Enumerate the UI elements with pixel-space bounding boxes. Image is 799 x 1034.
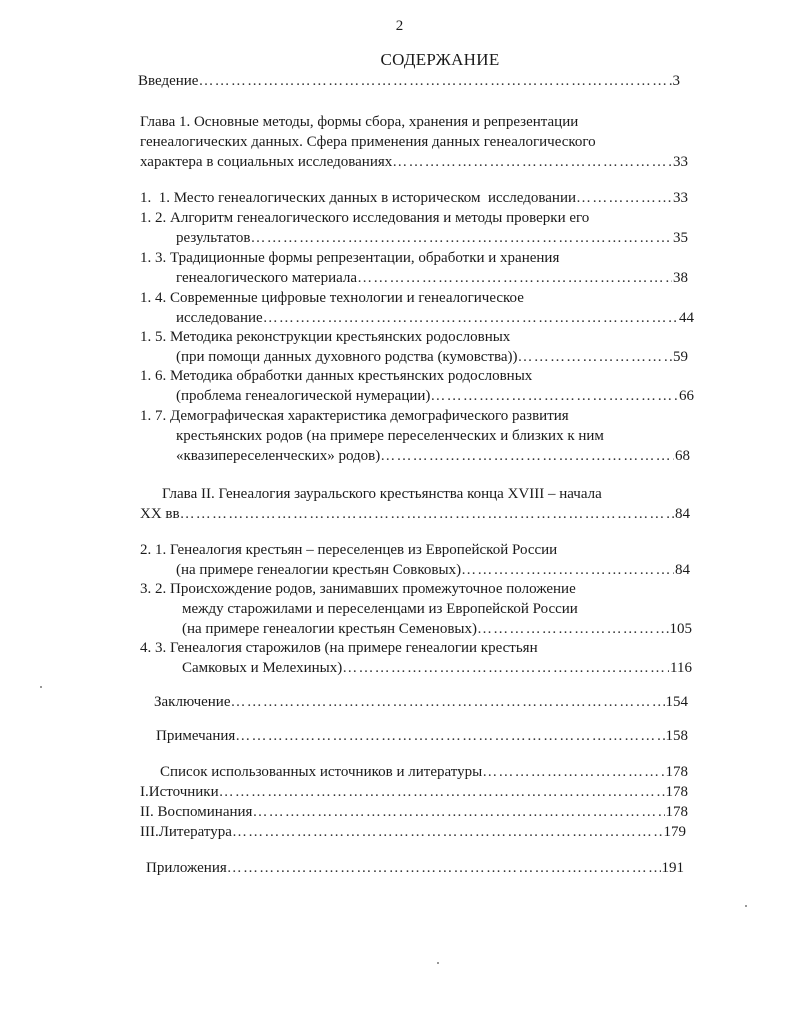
leader-dots [477, 619, 669, 639]
toc-entry-label: генеалогического материала [176, 270, 358, 286]
toc-entry-label: «квазипереселенческих» родов) [176, 448, 381, 464]
toc-entry-1-5 [176, 347, 688, 367]
toc-entry-label: Самковых и Мелехиных) [182, 660, 343, 676]
toc-entry-label: II. Воспоминания [140, 804, 253, 820]
toc-entry-page: 84 [675, 562, 690, 578]
toc-entry-page: 33 [673, 154, 688, 170]
toc-entry-label: Введение [138, 73, 199, 89]
toc-entry-page: 154 [665, 694, 688, 710]
toc-entry-label: (на примере генеалогии крестьян Семеновых) [182, 621, 477, 637]
leader-dots [219, 782, 665, 802]
toc-entry-label: Заключение [154, 694, 231, 710]
toc-entry-label: (проблема генеалогической нумерации) [176, 388, 431, 404]
toc-entry-2-1-line: 2. 1. Генеалогия крестьян – переселенцев из Европейской России [140, 542, 558, 558]
toc-entry-page: 84 [675, 506, 690, 522]
toc-entry-label: Список использованных источников и литературы [160, 764, 483, 780]
toc-entry-conclusion [154, 692, 688, 712]
toc-entry-page: 105 [669, 621, 692, 637]
toc-entry-1-4 [176, 308, 694, 328]
toc-entry-1-2 [176, 228, 688, 248]
toc-entry-sources-item [140, 782, 688, 802]
toc-entry-label: результатов [176, 230, 251, 246]
toc-entry-1-7 [176, 446, 690, 466]
leader-dots [252, 802, 664, 822]
toc-entry-chapter-1 [140, 152, 688, 172]
toc-entry-page: 191 [661, 860, 684, 876]
toc-entry-1-5-line: 1. 5. Методика реконструкции крестьянских родословных [140, 329, 511, 345]
toc-entry-label: исследование [176, 310, 263, 326]
chapter-1-heading-line: генеалогических данных. Сфера применения данных генеалогического [140, 134, 596, 150]
toc-entry-sources-item [140, 822, 686, 842]
leader-dots [231, 692, 665, 712]
toc-entry-2-2-line: 3. 2. Происхождение родов, занимавших промежуточное положение [140, 581, 576, 597]
leader-dots [263, 308, 678, 328]
toc-entry-page: 178 [665, 764, 688, 780]
toc-entry-label: I.Источники [140, 784, 219, 800]
toc-entry-notes [156, 726, 688, 746]
toc-entry-appendix [146, 858, 684, 878]
toc-entry-label: (при помощи данных духовного родства (кумовства)) [176, 349, 518, 365]
leader-dots [251, 228, 673, 248]
leader-dots [235, 726, 664, 746]
toc-entry-label: 1. 1. Место генеалогических данных в историческом исследовании [140, 190, 577, 206]
toc-entry-2-3-line: 4. 3. Генеалогия старожилов (на примере генеалогии крестьян [140, 640, 538, 656]
toc-entry-page: 116 [670, 660, 692, 676]
toc-entry-label: III.Литература [140, 824, 232, 840]
leader-dots [342, 658, 669, 678]
leader-dots [380, 446, 674, 466]
toc-entry-2-2 [182, 619, 692, 639]
toc-entry-page: 158 [665, 728, 688, 744]
toc-entry-sources-item [140, 802, 688, 822]
toc-entry-chapter-2 [140, 504, 690, 524]
toc-entry-label: характера в социальных исследованиях [140, 154, 393, 170]
leader-dots [482, 762, 664, 782]
toc-entry-1-7-line: 1. 7. Демографическая характеристика демографического развития [140, 408, 569, 424]
leader-dots [518, 347, 672, 367]
scan-speck [745, 905, 747, 907]
leader-dots [227, 858, 661, 878]
toc-entry-2-2-line: между старожилами и переселенцами из Европейской России [182, 601, 578, 617]
toc-entry-2-1 [176, 560, 690, 580]
leader-dots [357, 268, 672, 288]
toc-entry-label: Примечания [156, 728, 236, 744]
toc-entry-page: 178 [665, 804, 688, 820]
toc-entry-label: XX вв [140, 506, 180, 522]
toc-entry-page: 35 [673, 230, 688, 246]
toc-entry-1-3-line: 1. 3. Традиционные формы репрезентации, обработки и хранения [140, 250, 560, 266]
toc-entry-page: 179 [663, 824, 686, 840]
toc-entry-1-3 [176, 268, 688, 288]
chapter-2-heading-line: Глава II. Генеалогия зауральского крестьянства конца XVIII – начала [162, 486, 602, 502]
leader-dots [430, 386, 678, 406]
toc-entry-page: 68 [675, 448, 690, 464]
toc-entry-page: 66 [679, 388, 694, 404]
scan-speck [437, 962, 439, 964]
leader-dots [461, 560, 674, 580]
toc-entry-page: 3 [672, 73, 680, 89]
toc-entry-intro [138, 71, 680, 91]
toc-entry-page: 38 [673, 270, 688, 286]
leader-dots [180, 504, 674, 524]
toc-entry-1-2-line: 1. 2. Алгоритм генеалогического исследования и методы проверки его [140, 210, 590, 226]
toc-entry-1-1 [140, 188, 688, 208]
toc-entry-page: 33 [673, 190, 688, 206]
leader-dots [576, 188, 672, 208]
leader-dots [198, 71, 671, 91]
toc-entry-1-6-line: 1. 6. Методика обработки данных крестьянских родословных [140, 368, 533, 384]
toc-entry-page: 178 [665, 784, 688, 800]
leader-dots [392, 152, 672, 172]
toc-entry-1-7-line: крестьянских родов (на примере переселенческих и близких к ним [176, 428, 604, 444]
scan-speck [40, 686, 42, 688]
page-number: 2 [395, 18, 404, 34]
toc-entry-page: 44 [679, 310, 694, 326]
chapter-1-heading-line: Глава 1. Основные методы, формы сбора, хранения и репрезентации [140, 114, 579, 130]
toc-entry-label: Приложения [146, 860, 227, 876]
toc-entry-label: (на примере генеалогии крестьян Совковых) [176, 562, 462, 578]
toc-entry-2-3 [182, 658, 692, 678]
toc-entry-page: 59 [673, 349, 688, 365]
toc-entry-sources [160, 762, 688, 782]
toc-entry-1-6 [176, 386, 694, 406]
page-title: СОДЕРЖАНИЕ [380, 50, 500, 69]
leader-dots [232, 822, 663, 842]
toc-entry-1-4-line: 1. 4. Современные цифровые технологии и генеалогическое [140, 290, 524, 306]
